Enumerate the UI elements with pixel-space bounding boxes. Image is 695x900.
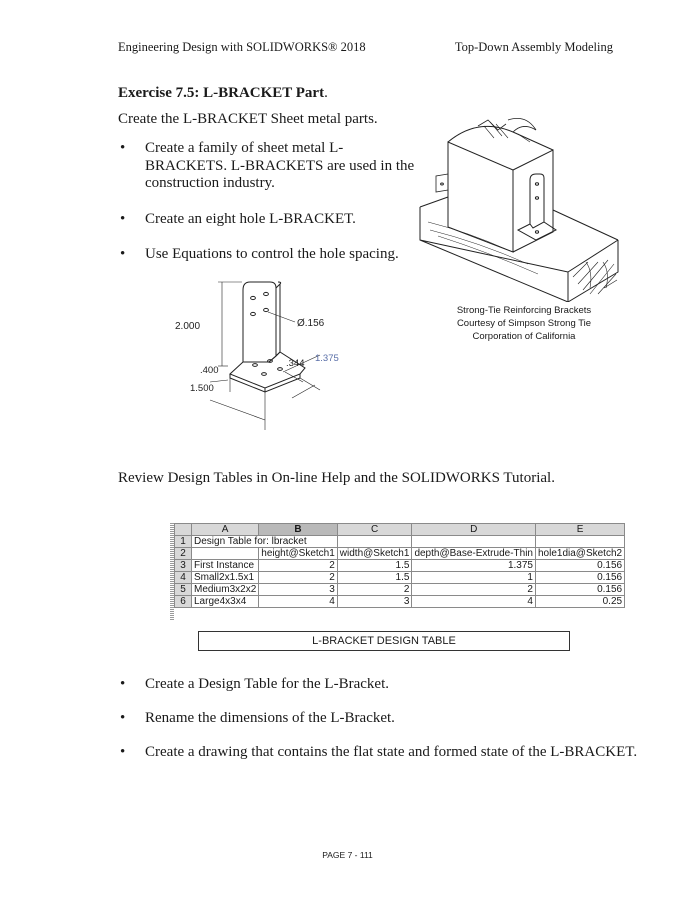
- hole: [251, 296, 256, 299]
- table-cell: 0.25: [535, 596, 624, 608]
- bullet-text: Create a family of sheet metal L-BRACKETS. L-BRACKETS are used in the construction industry.: [145, 140, 415, 191]
- building-illustration: [418, 112, 630, 302]
- caption-line: Strong-Tie Reinforcing Brackets: [456, 305, 592, 316]
- table-row: [175, 584, 625, 596]
- dim-width: 1.500: [190, 383, 214, 394]
- table-header-cell: depth@Base-Extrude-Thin: [412, 548, 536, 560]
- column-header-row: [175, 524, 625, 536]
- hole: [278, 368, 283, 371]
- table-cell: 2: [337, 584, 412, 596]
- table-row: [175, 548, 625, 560]
- table-cell: 4: [259, 596, 338, 608]
- bullet-dot: •: [120, 710, 126, 726]
- list-item: [118, 140, 418, 193]
- table-corner: [175, 524, 192, 536]
- table-cell: [192, 548, 259, 560]
- table-cell: 0.156: [535, 572, 624, 584]
- header-left: Engineering Design with SOLIDWORKS® 2018: [118, 40, 366, 54]
- column-header-c: C: [337, 524, 412, 536]
- bullet-list-2: [118, 676, 638, 778]
- table-cell: 0.156: [535, 560, 624, 572]
- bracket-drawing: [170, 270, 380, 435]
- row-number: 3: [175, 560, 192, 572]
- table-row: [175, 596, 625, 608]
- exercise-title-text: Exercise 7.5: L-BRACKET Part: [118, 85, 325, 101]
- bullet-dot: •: [120, 210, 126, 227]
- list-item: [118, 246, 418, 264]
- table-cell: 4: [412, 596, 536, 608]
- table-cell: 3: [337, 596, 412, 608]
- list-item: [118, 211, 418, 229]
- bracket-on-post: [530, 174, 544, 228]
- table-cell: Small2x1.5x1: [192, 572, 259, 584]
- table-header-cell: height@Sketch1: [259, 548, 338, 560]
- bullet-text: Create an eight hole L-BRACKET.: [145, 210, 356, 227]
- exercise-title-period: .: [324, 85, 328, 101]
- table-header-cell: hole1dia@Sketch2: [535, 548, 624, 560]
- table-cell: 2: [259, 572, 338, 584]
- bracket-vertical-plate: [243, 282, 276, 362]
- hole: [253, 364, 258, 367]
- table-cell: First Instance: [192, 560, 259, 572]
- table-cell: 2: [259, 560, 338, 572]
- list-item: [118, 676, 638, 693]
- table-cell: 3: [259, 584, 338, 596]
- hole: [262, 373, 267, 376]
- header-right: Top-Down Assembly Modeling: [454, 40, 613, 54]
- list-item: [118, 710, 638, 727]
- table-cell: 1.5: [337, 560, 412, 572]
- page-footer: PAGE 7 - 111: [322, 850, 373, 860]
- column-header-e: E: [535, 524, 624, 536]
- dim-height: 2.000: [175, 321, 201, 332]
- table-cell: 1: [412, 572, 536, 584]
- dim-spacing: .344: [286, 358, 305, 369]
- table-caption: L-BRACKET DESIGN TABLE: [198, 631, 570, 651]
- row-number: 2: [175, 548, 192, 560]
- bullet-text: Create a Design Table for the L-Bracket.: [145, 676, 389, 692]
- table-cell: 0.156: [535, 584, 624, 596]
- caption-line: Courtesy of Simpson Strong Tie: [456, 318, 592, 329]
- table-cell: 1.5: [337, 572, 412, 584]
- table-cell: Large4x3x4: [192, 596, 259, 608]
- table-cell: [535, 536, 624, 548]
- table-cell: Medium3x2x2: [192, 584, 259, 596]
- post: [448, 142, 513, 252]
- bullet-text: Create a drawing that contains the flat state and formed state of the L-BRACKET.: [145, 744, 638, 760]
- bullet-text: Rename the dimensions of the L-Bracket.: [145, 710, 395, 726]
- photo-caption: [418, 304, 630, 343]
- column-header-b: B: [259, 524, 338, 536]
- bullet-dot: •: [120, 744, 126, 760]
- dim-400: .400: [200, 365, 219, 376]
- table-title-cell: Design Table for: lbracket: [192, 536, 338, 548]
- hole: [264, 292, 269, 295]
- caption-line: Corporation of California: [472, 331, 576, 342]
- intro-text: Create the L-BRACKET Sheet metal parts.: [118, 111, 378, 127]
- table-row: [175, 536, 625, 548]
- row-number: 1: [175, 536, 192, 548]
- design-table: [174, 523, 625, 608]
- design-table-wrap: [170, 523, 625, 608]
- table-row: [175, 572, 625, 584]
- dim-hole: Ø.156: [297, 318, 325, 329]
- table-row: [175, 560, 625, 572]
- bullet-dot: •: [120, 676, 126, 692]
- review-text: Review Design Tables in On-line Help and the SOLIDWORKS Tutorial.: [118, 470, 555, 486]
- hole: [264, 308, 269, 311]
- list-item: [118, 744, 638, 761]
- table-header-cell: width@Sketch1: [337, 548, 412, 560]
- table-cell: [337, 536, 412, 548]
- row-number: 4: [175, 572, 192, 584]
- table-cell: 1.375: [412, 560, 536, 572]
- exercise-title: [118, 85, 328, 102]
- hole: [251, 312, 256, 315]
- dim-depth: 1.375: [315, 353, 339, 364]
- bullet-text: Use Equations to control the hole spacing.: [145, 246, 399, 262]
- bullet-dot: •: [120, 140, 126, 156]
- bullet-list: [118, 140, 418, 282]
- row-number: 5: [175, 584, 192, 596]
- column-header-d: D: [412, 524, 536, 536]
- row-number: 6: [175, 596, 192, 608]
- bullet-dot: •: [120, 246, 126, 262]
- table-cell: [412, 536, 536, 548]
- table-stripes: [170, 523, 174, 620]
- column-header-a: A: [192, 524, 259, 536]
- table-cell: 2: [412, 584, 536, 596]
